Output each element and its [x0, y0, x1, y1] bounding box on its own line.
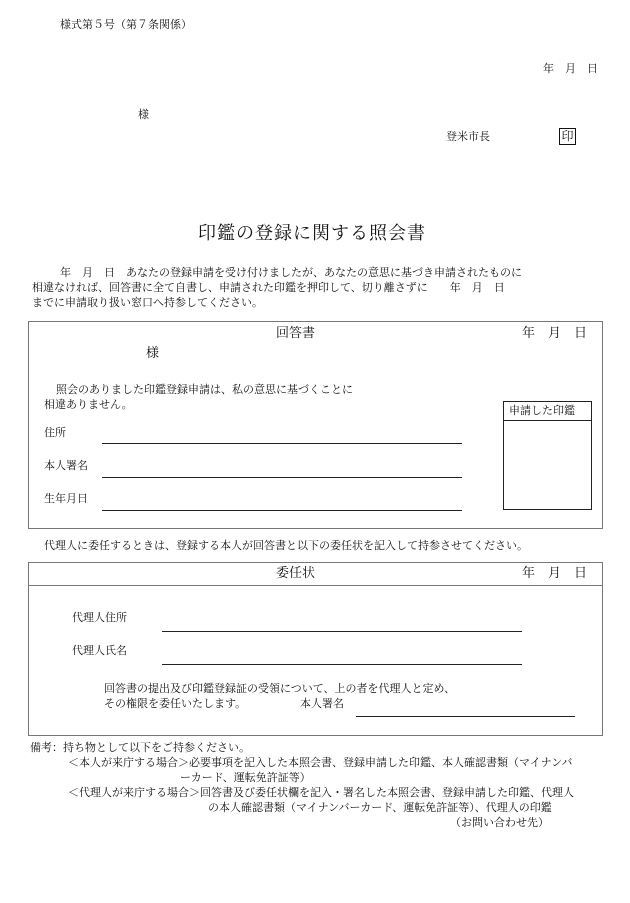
seal-box-label: 申請した印鑑: [509, 404, 575, 417]
form-number: 様式第５号（第７条関係）: [60, 18, 192, 31]
notes-head: 備考：持ち物として以下をご持参ください。: [30, 741, 250, 754]
issue-date: 年 月 日: [543, 62, 598, 75]
delegation-body-line-2: その権限を委任いたします。: [104, 697, 247, 710]
intro-line-1: 年 月 日 あなたの登録申請を受け付けましたが、あなたの意思に基づき申請されたものに: [60, 266, 522, 279]
birthdate-label: 生年月日: [44, 492, 88, 505]
notes-self-line-1: ＜本人が来庁する場合＞必要事項を記入した本照会書、登録申請した印鑑、本人確認書類（マイナンバ: [68, 756, 573, 769]
agent-address-label: 代理人住所: [72, 611, 127, 624]
seal-box-divider: [503, 420, 592, 421]
notes-agent-line-2: の本人確認書類（マイナンバーカード、運転免許証等）、代理人の印鑑: [208, 801, 552, 814]
intro-line-3: までに申請取り扱い窓口へ持参してください。: [32, 296, 263, 309]
proxy-note: 代理人に委任するときは、登録する本人が回答書と以下の委任状を記入して持参させてください。: [44, 539, 528, 552]
signature-label: 本人署名: [44, 459, 88, 472]
reply-body-line-1: 照会のありました印鑑登録申請は、私の意思に基づくことに: [56, 383, 353, 396]
intro-line-2: 相違なければ、回答書に全て自書し、申請された印鑑を押印して、切り離さずに 年 月 日: [32, 281, 505, 294]
delegation-date: 年 月 日: [522, 566, 588, 581]
reply-body-line-2: 相違ありません。: [44, 398, 133, 411]
delegation-body-line-1: 回答書の提出及び印鑑登録証の受領について、上の者を代理人と定め、: [104, 682, 456, 695]
delegation-heading: 委任状: [276, 566, 316, 581]
agent-name-label: 代理人氏名: [72, 644, 127, 657]
mayor-seal-mark: 印: [559, 128, 576, 145]
agent-name-field[interactable]: [162, 664, 522, 665]
delegation-header-divider: [28, 585, 603, 586]
agent-address-field[interactable]: [162, 631, 522, 632]
principal-signature-label: 本人署名: [300, 697, 344, 710]
issuer-name: 登米市長: [446, 130, 490, 143]
notes-agent-line-1: ＜代理人が来庁する場合＞回答書及び委任状欄を記入・署名した本照会書、登録申請した印鑑、代理人: [68, 786, 574, 799]
notes-self-line-2: ーカード、運転免許証等）: [180, 771, 311, 784]
page-title: 印鑑の登録に関する照会書: [198, 223, 426, 244]
reply-addressee-suffix: 様: [146, 346, 160, 361]
address-field[interactable]: [102, 443, 462, 444]
contact-label: （お問い合わせ先）: [450, 816, 549, 829]
reply-heading: 回答書: [276, 326, 316, 341]
reply-date: 年 月 日: [522, 326, 588, 341]
addressee-suffix: 様: [138, 108, 149, 121]
signature-field[interactable]: [102, 477, 462, 478]
address-label: 住所: [44, 426, 66, 439]
principal-signature-field[interactable]: [356, 716, 575, 717]
birthdate-field[interactable]: [102, 510, 462, 511]
